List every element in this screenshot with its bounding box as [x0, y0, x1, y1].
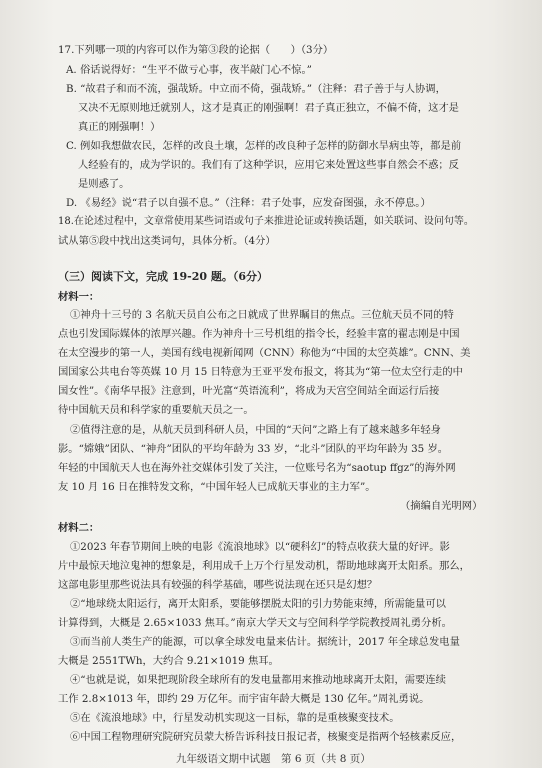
material1-label: 材料一： [58, 291, 100, 303]
material2-line: 这部电影里那些说法具有较强的科学基础，哪些说法现在还只是幻想？ [58, 579, 378, 591]
page-footer: 九年级语文期中试题 第 6 页（共 8 页） [176, 753, 371, 765]
material1-line: 友 10 月 16 日在推特发文称，“中国年轻人已成航天事业的主力军”。 [58, 481, 376, 493]
material2-line: ⑤在《流浪地球》中，行星发动机实现这一目标，靠的是重核聚变技术。 [70, 712, 400, 724]
material1-line: 在太空漫步的第一人，美国有线电视新闻网（CNN）称他为“中国的太空英雄”。CNN、美 [58, 347, 471, 359]
material1-line: 年轻的中国航天人也在海外社交媒体引发了关注，一位账号名为“saotup ffgz”的海外网 [58, 462, 456, 474]
q17-option-c-line2: 人经验有的，成为学识的。我们有了这种学识，应用它来处置这些事自然会不惑；反 [78, 159, 459, 171]
q17-option-b: B. “故君子和而不流，强哉矫。中立而不倚，强哉矫。”（注释：君子善于与人协调， [66, 83, 446, 95]
section-heading: （三）阅读下文，完成 19-20 题。（6分） [58, 270, 268, 283]
material2-line: 大概是 2551TWh，大约合 9.21×1019 焦耳。 [58, 655, 279, 667]
q17-option-c-line3: 是则惑了。 [78, 178, 130, 190]
material2-line: 计算得到，大概是 2.65×1033 焦耳。”南京大学天文与空间科学学院教授周礼勇分析。 [58, 617, 452, 629]
material1-line: 点也引发国际媒体的浓厚兴趣。作为神舟十三号机组的指令长，经验丰富的翟志刚是中国 [58, 328, 460, 340]
q17-option-c: C. 例如我想做农民，怎样的改良土壤，怎样的改良种子怎样的防御水旱病虫等，都是前 [66, 140, 462, 152]
material2-line: ③而当前人类生产的能源，可以拿全球发电量来估计。据统计，2017 年全球总发电量 [70, 636, 460, 648]
material2-line: ①2023 年春节期间上映的电影《流浪地球》以“硬科幻”的特点收获大量的好评。影 [70, 541, 450, 553]
q18-stem: 18.在论述过程中，文章常使用某些词语或句子来推进论证或转换话题，如关联词、设问句等。 [58, 216, 474, 227]
q17-stem: 17.下列哪一项的内容可以作为第③段的论据（ ）（3分） [58, 44, 334, 56]
material1-line: 影。“嫦娥”团队、“神舟”团队的平均年龄为 33 岁，“北斗”团队的平均年龄为 35 岁。 [58, 443, 449, 455]
material2-line: 工作 2.8×1013 年，即约 29 万亿年。而宇宙年龄大概是 130 亿年。”周礼勇说。 [58, 693, 430, 705]
material2-line: ⑥中国工程物理研究院研究员蒙大桥告诉科技日报记者，核聚变是指两个轻核素反应， [70, 731, 462, 743]
material1-source: （摘编自光明网） [400, 500, 483, 512]
material2-line: 片中最惊天地泣鬼神的想象是，利用成千上万个行星发动机，帮助地球离开太阳系。那么， [58, 560, 470, 572]
material1-line: ②值得注意的是，从航天员到科研人员，中国的“天问”之路上有了越来越多年轻身 [70, 424, 441, 436]
material2-line: ④“也就是说，如果把现阶段全球所有的发电量都用来推动地球离开太阳，需要连续 [70, 674, 446, 686]
q17-option-b-line2: 又决不无原则地迁就别人，这才是真正的刚强啊！君子真正独立，不偏不倚，这才是 [78, 102, 459, 114]
material2-label: 材料二： [58, 522, 100, 534]
material2-line: ②“地球绕太阳运行，离开太阳系，要能够摆脱太阳的引力势能束缚，所需能量可以 [70, 598, 446, 610]
q18-stem-line2: 试从第⑤段中找出这类词句，具体分析。（4分） [58, 235, 276, 247]
q17-option-d: D. 《易经》说“君子以自强不息。”（注释：君子处事，应发奋图强，永不停息。） [66, 197, 431, 209]
material1-line: 国女性”。《南华早报》注意到，叶光富“英语流利”，将成为天宫空间站全面运行后接 [58, 385, 440, 397]
q17-option-a: A. 俗话说得好：“生平不做亏心事，夜半敲门心不惊。” [66, 64, 312, 76]
material1-line: ①神舟十三号的 3 名航天员自公布之日就成了世界瞩目的焦点。三位航天员不同的特 [70, 309, 454, 321]
material1-line: 待中国航天员和科学家的重要航天员之一。 [58, 404, 254, 416]
q17-option-b-line3: 真正的刚强啊！） [78, 121, 161, 133]
material1-line: 国国家公共电台等英媒 10 月 15 日特意为王亚平发布报文，将其为“第一位太空行走的中 [58, 366, 463, 378]
